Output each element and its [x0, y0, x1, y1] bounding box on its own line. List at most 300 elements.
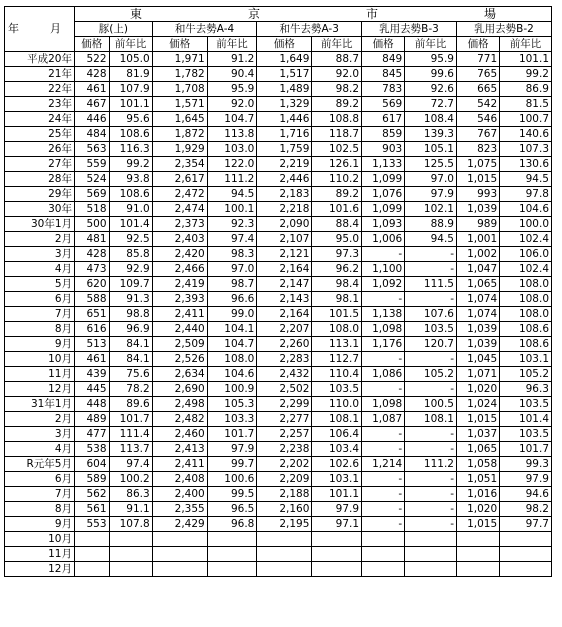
price-cell: 2,411 — [152, 307, 207, 322]
year-month-header: 年 月 — [5, 7, 75, 52]
table-row — [5, 82, 552, 97]
yoy-cell: 104.1 — [207, 322, 257, 337]
price-cell — [362, 547, 405, 562]
table-body — [5, 52, 552, 577]
yoy-cell: 96.2 — [312, 262, 362, 277]
yoy-cell: 92.6 — [405, 82, 457, 97]
price-cell: 1,024 — [456, 397, 499, 412]
price-cell: 2,690 — [152, 382, 207, 397]
yoy-cell: 118.7 — [312, 127, 362, 142]
yoy-cell: 104.6 — [207, 367, 257, 382]
yoy-cell: 108.1 — [312, 412, 362, 427]
price-cell — [456, 532, 499, 547]
price-cell: 2,257 — [257, 427, 312, 442]
price-cell: 1,045 — [456, 352, 499, 367]
price-cell: - — [362, 247, 405, 262]
price-cell: - — [362, 427, 405, 442]
row-label: 9月 — [5, 337, 75, 352]
price-cell: 1,099 — [362, 202, 405, 217]
yoy-cell — [500, 562, 552, 577]
row-label: 8月 — [5, 322, 75, 337]
price-cell — [362, 532, 405, 547]
yoy-cell: 88.9 — [405, 217, 457, 232]
yoy-cell: 130.6 — [500, 157, 552, 172]
price-cell: 1,093 — [362, 217, 405, 232]
table-row — [5, 97, 552, 112]
yoy-cell: 92.3 — [207, 217, 257, 232]
table-row — [5, 292, 552, 307]
table-row — [5, 547, 552, 562]
yoy-cell: 101.7 — [109, 412, 152, 427]
yoy-cell: 95.9 — [405, 52, 457, 67]
price-cell: 651 — [75, 307, 110, 322]
yoy-cell: 100.5 — [405, 397, 457, 412]
yoy-cell — [312, 532, 362, 547]
row-label: 23年 — [5, 97, 75, 112]
yoy-cell: 108.6 — [109, 127, 152, 142]
price-cell: 1,074 — [456, 307, 499, 322]
yoy-cell: 102.5 — [312, 142, 362, 157]
price-cell: 617 — [362, 112, 405, 127]
price-cell: 2,617 — [152, 172, 207, 187]
yoy-cell: 105.3 — [207, 397, 257, 412]
price-cell: 1,039 — [456, 322, 499, 337]
price-cell: 1,065 — [456, 442, 499, 457]
price-cell: 1,074 — [456, 292, 499, 307]
price-cell: 2,466 — [152, 262, 207, 277]
price-cell: 1,138 — [362, 307, 405, 322]
price-cell: 2,260 — [257, 337, 312, 352]
price-cell: 1,015 — [456, 412, 499, 427]
yoy-cell: 96.9 — [109, 322, 152, 337]
price-cell — [152, 532, 207, 547]
price-subheader: 価格 — [152, 37, 207, 52]
row-label: 2月 — [5, 232, 75, 247]
price-cell: 1,071 — [456, 367, 499, 382]
price-cell: 989 — [456, 217, 499, 232]
table-row — [5, 457, 552, 472]
price-subheader: 価格 — [362, 37, 405, 52]
price-cell — [257, 547, 312, 562]
yoy-cell: 97.4 — [109, 457, 152, 472]
price-subheader: 価格 — [456, 37, 499, 52]
row-label: 31年1月 — [5, 397, 75, 412]
yoy-cell: 101.5 — [312, 307, 362, 322]
price-cell: 445 — [75, 382, 110, 397]
yoy-cell: 101.6 — [312, 202, 362, 217]
yoy-cell: 100.0 — [500, 217, 552, 232]
price-cell: 2,420 — [152, 247, 207, 262]
row-label: 7月 — [5, 487, 75, 502]
row-label: 5月 — [5, 277, 75, 292]
price-cell: 1,016 — [456, 487, 499, 502]
yoy-cell: 90.4 — [207, 67, 257, 82]
yoy-cell: 102.4 — [500, 232, 552, 247]
price-cell: 524 — [75, 172, 110, 187]
price-cell: 849 — [362, 52, 405, 67]
table-row — [5, 187, 552, 202]
row-label: 22年 — [5, 82, 75, 97]
price-cell: 1,176 — [362, 337, 405, 352]
price-cell: 1,001 — [456, 232, 499, 247]
yoy-cell: 95.6 — [109, 112, 152, 127]
price-cell: 903 — [362, 142, 405, 157]
yoy-cell: 101.7 — [500, 442, 552, 457]
price-cell: 2,509 — [152, 337, 207, 352]
price-cell: 1,100 — [362, 262, 405, 277]
price-cell: 428 — [75, 67, 110, 82]
yoy-cell: 111.2 — [207, 172, 257, 187]
price-cell: 461 — [75, 352, 110, 367]
yoy-cell: 106.4 — [312, 427, 362, 442]
yoy-cell: 122.0 — [207, 157, 257, 172]
yoy-cell — [312, 547, 362, 562]
price-cell: 569 — [75, 187, 110, 202]
price-cell: 1,002 — [456, 247, 499, 262]
row-label: 29年 — [5, 187, 75, 202]
yoy-cell: 108.0 — [500, 292, 552, 307]
yoy-cell: 93.8 — [109, 172, 152, 187]
price-cell: 489 — [75, 412, 110, 427]
yoy-cell: 102.1 — [405, 202, 457, 217]
price-cell: 2,277 — [257, 412, 312, 427]
yoy-cell: 84.1 — [109, 352, 152, 367]
price-cell: 2,354 — [152, 157, 207, 172]
yoy-cell: 100.6 — [207, 472, 257, 487]
yoy-cell: 97.7 — [500, 517, 552, 532]
price-cell: 2,183 — [257, 187, 312, 202]
row-label: 12月 — [5, 382, 75, 397]
price-cell — [75, 532, 110, 547]
price-cell: 500 — [75, 217, 110, 232]
yoy-cell: 97.4 — [207, 232, 257, 247]
price-cell: 1,039 — [456, 337, 499, 352]
yoy-cell: 103.3 — [207, 412, 257, 427]
category-header-dairy-b2: 乳用去勢B-2 — [456, 22, 551, 37]
table-row — [5, 67, 552, 82]
yoy-cell: 101.4 — [109, 217, 152, 232]
price-cell: 513 — [75, 337, 110, 352]
price-cell: 461 — [75, 82, 110, 97]
price-cell: 1,446 — [257, 112, 312, 127]
price-cell: 2,164 — [257, 307, 312, 322]
price-cell — [257, 562, 312, 577]
yoy-cell: 107.6 — [405, 307, 457, 322]
yoy-cell — [109, 547, 152, 562]
price-cell: 1,098 — [362, 322, 405, 337]
yoy-cell: 99.0 — [207, 307, 257, 322]
table-row — [5, 202, 552, 217]
yoy-subheader: 前年比 — [500, 37, 552, 52]
yoy-cell: 97.0 — [405, 172, 457, 187]
price-cell — [152, 547, 207, 562]
yoy-cell: 102.6 — [312, 457, 362, 472]
price-cell: 1,759 — [257, 142, 312, 157]
yoy-cell: 97.3 — [312, 247, 362, 262]
price-cell: 473 — [75, 262, 110, 277]
yoy-cell: 101.1 — [109, 97, 152, 112]
row-label: 11月 — [5, 367, 75, 382]
yoy-cell: 94.5 — [405, 232, 457, 247]
yoy-cell: 92.5 — [109, 232, 152, 247]
price-cell: 1,006 — [362, 232, 405, 247]
price-cell: 2,482 — [152, 412, 207, 427]
price-cell: 1,086 — [362, 367, 405, 382]
yoy-cell — [500, 532, 552, 547]
yoy-cell: - — [405, 442, 457, 457]
yoy-cell: - — [405, 262, 457, 277]
yoy-cell: 85.8 — [109, 247, 152, 262]
row-label: 4月 — [5, 262, 75, 277]
price-cell: 2,440 — [152, 322, 207, 337]
price-cell — [456, 562, 499, 577]
yoy-cell: 108.0 — [312, 322, 362, 337]
price-cell: 2,460 — [152, 427, 207, 442]
yoy-subheader: 前年比 — [207, 37, 257, 52]
price-cell: 1,015 — [456, 517, 499, 532]
table-row — [5, 52, 552, 67]
price-cell: 2,283 — [257, 352, 312, 367]
yoy-cell: 96.3 — [500, 382, 552, 397]
yoy-cell: 102.4 — [500, 262, 552, 277]
table-row — [5, 157, 552, 172]
table-row — [5, 232, 552, 247]
price-cell: - — [362, 382, 405, 397]
price-cell: 589 — [75, 472, 110, 487]
price-cell — [362, 562, 405, 577]
price-cell: 477 — [75, 427, 110, 442]
price-cell: 1,092 — [362, 277, 405, 292]
price-cell: 2,147 — [257, 277, 312, 292]
table-row — [5, 142, 552, 157]
price-cell: 2,403 — [152, 232, 207, 247]
yoy-cell: 111.4 — [109, 427, 152, 442]
price-cell — [257, 532, 312, 547]
yoy-cell: 92.0 — [312, 67, 362, 82]
price-cell — [456, 547, 499, 562]
price-cell: 553 — [75, 517, 110, 532]
market-title-char: 市 — [365, 7, 378, 21]
yoy-cell: 81.9 — [109, 67, 152, 82]
price-cell: 1,099 — [362, 172, 405, 187]
yoy-cell: 104.6 — [500, 202, 552, 217]
price-cell: 2,164 — [257, 262, 312, 277]
yoy-cell: 101.4 — [500, 412, 552, 427]
price-cell: 616 — [75, 322, 110, 337]
yoy-cell: - — [405, 517, 457, 532]
price-cell: 561 — [75, 502, 110, 517]
yoy-cell: 105.0 — [109, 52, 152, 67]
price-cell: 2,238 — [257, 442, 312, 457]
yoy-cell — [109, 562, 152, 577]
yoy-cell: 116.3 — [109, 142, 152, 157]
price-cell: 620 — [75, 277, 110, 292]
yoy-cell: 105.1 — [405, 142, 457, 157]
row-label: 27年 — [5, 157, 75, 172]
row-label: R元年5月 — [5, 457, 75, 472]
price-cell: 439 — [75, 367, 110, 382]
price-cell: 1,133 — [362, 157, 405, 172]
yoy-cell: 108.1 — [405, 412, 457, 427]
price-cell: 1,075 — [456, 157, 499, 172]
yoy-cell: 99.2 — [500, 67, 552, 82]
yoy-cell: 84.1 — [109, 337, 152, 352]
row-label: 4月 — [5, 442, 75, 457]
price-cell: 1,098 — [362, 397, 405, 412]
yoy-cell: 97.0 — [207, 262, 257, 277]
price-cell: 481 — [75, 232, 110, 247]
price-cell: - — [362, 352, 405, 367]
table-row — [5, 262, 552, 277]
price-cell: - — [362, 472, 405, 487]
yoy-cell: 97.9 — [405, 187, 457, 202]
yoy-cell: 108.6 — [500, 322, 552, 337]
price-cell — [152, 562, 207, 577]
yoy-cell: 89.2 — [312, 97, 362, 112]
yoy-cell: 103.1 — [312, 472, 362, 487]
yoy-cell: 109.7 — [109, 277, 152, 292]
yoy-cell: 101.1 — [500, 52, 552, 67]
price-cell: 1,020 — [456, 382, 499, 397]
table-row — [5, 487, 552, 502]
price-cell: 569 — [362, 97, 405, 112]
row-label: 10月 — [5, 532, 75, 547]
price-cell: 1,649 — [257, 52, 312, 67]
price-cell: 2,209 — [257, 472, 312, 487]
yoy-cell: 108.6 — [109, 187, 152, 202]
yoy-cell: 100.9 — [207, 382, 257, 397]
yoy-cell: 103.0 — [207, 142, 257, 157]
row-label: 6月 — [5, 292, 75, 307]
yoy-cell — [405, 532, 457, 547]
yoy-cell: 99.7 — [207, 457, 257, 472]
row-label: 平成20年 — [5, 52, 75, 67]
table-row — [5, 322, 552, 337]
yoy-cell: 78.2 — [109, 382, 152, 397]
price-cell: 1,020 — [456, 502, 499, 517]
row-label: 8月 — [5, 502, 75, 517]
yoy-cell: 108.6 — [500, 337, 552, 352]
price-cell: 1,929 — [152, 142, 207, 157]
price-cell: 562 — [75, 487, 110, 502]
price-cell — [75, 547, 110, 562]
table-row — [5, 127, 552, 142]
market-title-char: 京 — [247, 7, 260, 21]
price-cell: 2,202 — [257, 457, 312, 472]
yoy-cell: 98.8 — [109, 307, 152, 322]
yoy-cell: 103.5 — [312, 382, 362, 397]
market-title-char: 東 — [129, 7, 142, 21]
price-cell: 783 — [362, 82, 405, 97]
price-cell: - — [362, 502, 405, 517]
price-cell: 845 — [362, 67, 405, 82]
category-header-dairy-b3: 乳用去勢B-3 — [362, 22, 457, 37]
yoy-cell: - — [405, 292, 457, 307]
price-cell: 2,413 — [152, 442, 207, 457]
price-cell: 2,498 — [152, 397, 207, 412]
yoy-subheader: 前年比 — [312, 37, 362, 52]
yoy-cell: 110.2 — [312, 172, 362, 187]
yoy-cell: 97.1 — [312, 517, 362, 532]
price-cell: 542 — [456, 97, 499, 112]
price-cell: 1,058 — [456, 457, 499, 472]
yoy-cell: 99.2 — [109, 157, 152, 172]
yoy-cell: 98.1 — [312, 292, 362, 307]
yoy-cell: 92.9 — [109, 262, 152, 277]
price-cell: 2,432 — [257, 367, 312, 382]
row-label: 24年 — [5, 112, 75, 127]
yoy-cell: 112.7 — [312, 352, 362, 367]
price-cell: 771 — [456, 52, 499, 67]
row-label: 6月 — [5, 472, 75, 487]
price-cell: 546 — [456, 112, 499, 127]
yoy-cell: 96.5 — [207, 502, 257, 517]
price-cell: 604 — [75, 457, 110, 472]
yoy-cell: 94.6 — [500, 487, 552, 502]
yoy-cell — [405, 547, 457, 562]
yoy-cell: 110.4 — [312, 367, 362, 382]
price-cell: 1,708 — [152, 82, 207, 97]
price-cell: 446 — [75, 112, 110, 127]
table-row — [5, 217, 552, 232]
yoy-cell: 96.6 — [207, 292, 257, 307]
yoy-cell: 108.8 — [312, 112, 362, 127]
yoy-cell: 126.1 — [312, 157, 362, 172]
price-cell: 428 — [75, 247, 110, 262]
tokyo-market-price-table — [4, 6, 552, 577]
yoy-cell — [500, 547, 552, 562]
yoy-cell: 103.1 — [500, 352, 552, 367]
yoy-cell: 97.8 — [500, 187, 552, 202]
price-cell: 2,107 — [257, 232, 312, 247]
price-cell: 2,355 — [152, 502, 207, 517]
yoy-cell: 99.3 — [500, 457, 552, 472]
yoy-cell: - — [405, 382, 457, 397]
price-cell — [75, 562, 110, 577]
row-label: 11月 — [5, 547, 75, 562]
price-cell: 2,472 — [152, 187, 207, 202]
yoy-cell: 106.0 — [500, 247, 552, 262]
yoy-cell: 107.8 — [109, 517, 152, 532]
table-row — [5, 532, 552, 547]
table-row — [5, 382, 552, 397]
yoy-cell: 98.3 — [207, 247, 257, 262]
yoy-cell: 81.5 — [500, 97, 552, 112]
yoy-cell: 97.9 — [207, 442, 257, 457]
row-label: 21年 — [5, 67, 75, 82]
price-cell: 859 — [362, 127, 405, 142]
price-cell: 1,517 — [257, 67, 312, 82]
price-cell: 1,039 — [456, 202, 499, 217]
market-title — [75, 7, 552, 22]
yoy-cell: 89.6 — [109, 397, 152, 412]
price-cell: 767 — [456, 127, 499, 142]
price-cell: 2,634 — [152, 367, 207, 382]
price-cell: 2,393 — [152, 292, 207, 307]
yoy-cell: 105.2 — [500, 367, 552, 382]
yoy-cell: 105.2 — [405, 367, 457, 382]
price-cell: 2,400 — [152, 487, 207, 502]
price-cell: 1,087 — [362, 412, 405, 427]
price-cell: 2,408 — [152, 472, 207, 487]
row-label: 2月 — [5, 412, 75, 427]
yoy-cell: 100.7 — [500, 112, 552, 127]
price-cell: 1,065 — [456, 277, 499, 292]
table-row — [5, 112, 552, 127]
row-label: 26年 — [5, 142, 75, 157]
yoy-cell: 99.6 — [405, 67, 457, 82]
yoy-cell: 103.5 — [500, 397, 552, 412]
